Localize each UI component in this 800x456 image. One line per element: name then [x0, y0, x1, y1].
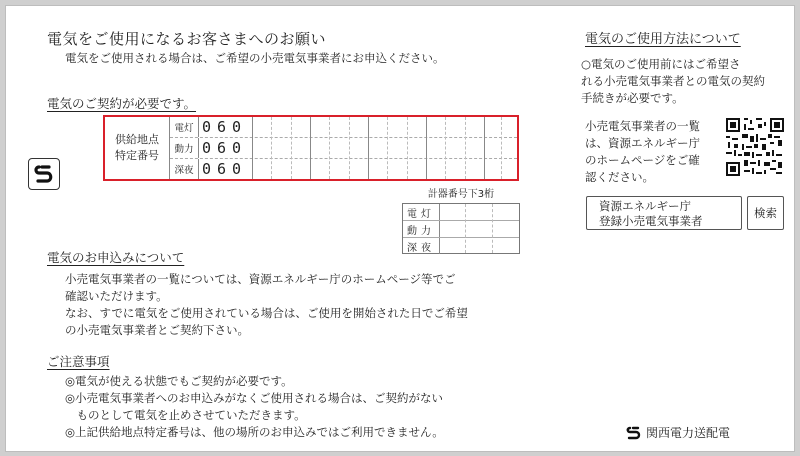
row-label: 深夜: [170, 159, 199, 179]
meter-box: [402, 203, 520, 254]
brand-name: 関西電力送配電: [646, 426, 731, 440]
digit-group-divider: [368, 117, 369, 179]
meter-row: [403, 221, 519, 238]
text-line: れる小売電気事業者との電気の契約: [581, 74, 765, 88]
search-keyword-line2: 登録小売電気事業者: [599, 214, 703, 228]
notice-card: [5, 5, 795, 452]
supply-number-prefix: 060: [202, 160, 248, 178]
usage-paragraph-2: [585, 118, 700, 186]
meter-row-label: 電灯: [403, 204, 440, 220]
digit-group-divider: [310, 117, 311, 179]
digit-separator: [329, 117, 330, 179]
digit-separator: [271, 117, 272, 179]
row-label: 動力: [170, 138, 199, 158]
application-text: [65, 271, 468, 339]
digit-group-divider: [484, 117, 485, 179]
usage-paragraph-1: [581, 56, 765, 107]
logo-icon: [33, 163, 55, 185]
digit-separator: [492, 204, 493, 253]
search-keyword-line1: 資源エネルギー庁: [599, 199, 691, 213]
search-keyword-box[interactable]: [586, 196, 742, 230]
brand-logo-icon: [626, 426, 642, 440]
text-line: の小売電気事業者とご契約下さい。: [65, 323, 249, 337]
text-line: 認ください。: [585, 170, 654, 184]
text-line: 小売電気事業者の一覧については、資源エネルギー庁のホームページ等でご: [65, 272, 456, 286]
row-label: 電灯: [170, 117, 199, 137]
meter-row: [403, 238, 519, 254]
digit-separator: [387, 117, 388, 179]
contract-heading: 電気のご契約が必要です。: [47, 96, 197, 111]
intro-text: 電気をご使用される場合は、ご希望の小売電気事業者にお申込ください。: [65, 51, 445, 65]
digit-separator: [291, 117, 292, 179]
digit-separator: [465, 204, 466, 253]
digit-separator: [407, 117, 408, 179]
digit-group-divider: [252, 117, 253, 179]
meter-row-label: 動力: [403, 221, 440, 237]
usage-heading: 電気のご使用方法について: [585, 32, 741, 47]
qr-code-icon[interactable]: [726, 118, 784, 176]
application-heading: 電気のお申込みについて: [47, 250, 185, 265]
supply-number-prefix: 060: [202, 118, 248, 136]
supply-label-line1: 供給地点: [115, 133, 159, 146]
meter-row: [403, 204, 519, 221]
meter-number-table: [402, 188, 520, 256]
search-button[interactable]: 検索: [747, 196, 784, 230]
meter-row-label: 深夜: [403, 238, 440, 254]
digit-separator: [349, 117, 350, 179]
text-line: ◎上記供給地点特定番号は、他の場所のお申込みではご利用できません。: [65, 425, 444, 439]
text-line: なお、すでに電気をご使用されている場合は、ご使用を開始された日でご希望: [65, 306, 468, 320]
page-title: 電気をご使用になるお客さまへのお願い: [47, 30, 327, 48]
text-line: 手続きが必要です。: [581, 91, 684, 105]
digit-group-divider: [426, 117, 427, 179]
text-line: ものとして電気を止めさせていただきます。: [65, 408, 306, 422]
text-line: ◎小売電気事業者へのお申込みがなくご使用される場合は、ご契約がない: [65, 391, 444, 405]
digit-separator: [465, 117, 466, 179]
supply-label-line2: 特定番号: [115, 149, 159, 162]
text-line: 確認いただけます。: [65, 289, 168, 303]
text-line: ◎電気が使える状態でもご契約が必要です。: [65, 374, 293, 388]
supply-point-table: [103, 115, 519, 181]
text-line: のホームページをご確: [585, 153, 700, 167]
supply-number-prefix: 060: [202, 139, 248, 157]
notes-text: [65, 373, 444, 441]
digit-separator: [445, 117, 446, 179]
text-line: は、資源エネルギー庁: [585, 136, 700, 150]
brand-footer: [626, 424, 730, 441]
text-line: ○電気のご使用前にはご希望さ: [581, 57, 741, 71]
digit-separator: [501, 117, 502, 179]
supply-point-label: [105, 117, 170, 179]
text-line: 小売電気事業者の一覧: [585, 119, 700, 133]
notes-heading: ご注意事項: [47, 354, 110, 369]
company-logo: [28, 158, 60, 190]
meter-header: 計器番号下3桁: [427, 189, 495, 200]
